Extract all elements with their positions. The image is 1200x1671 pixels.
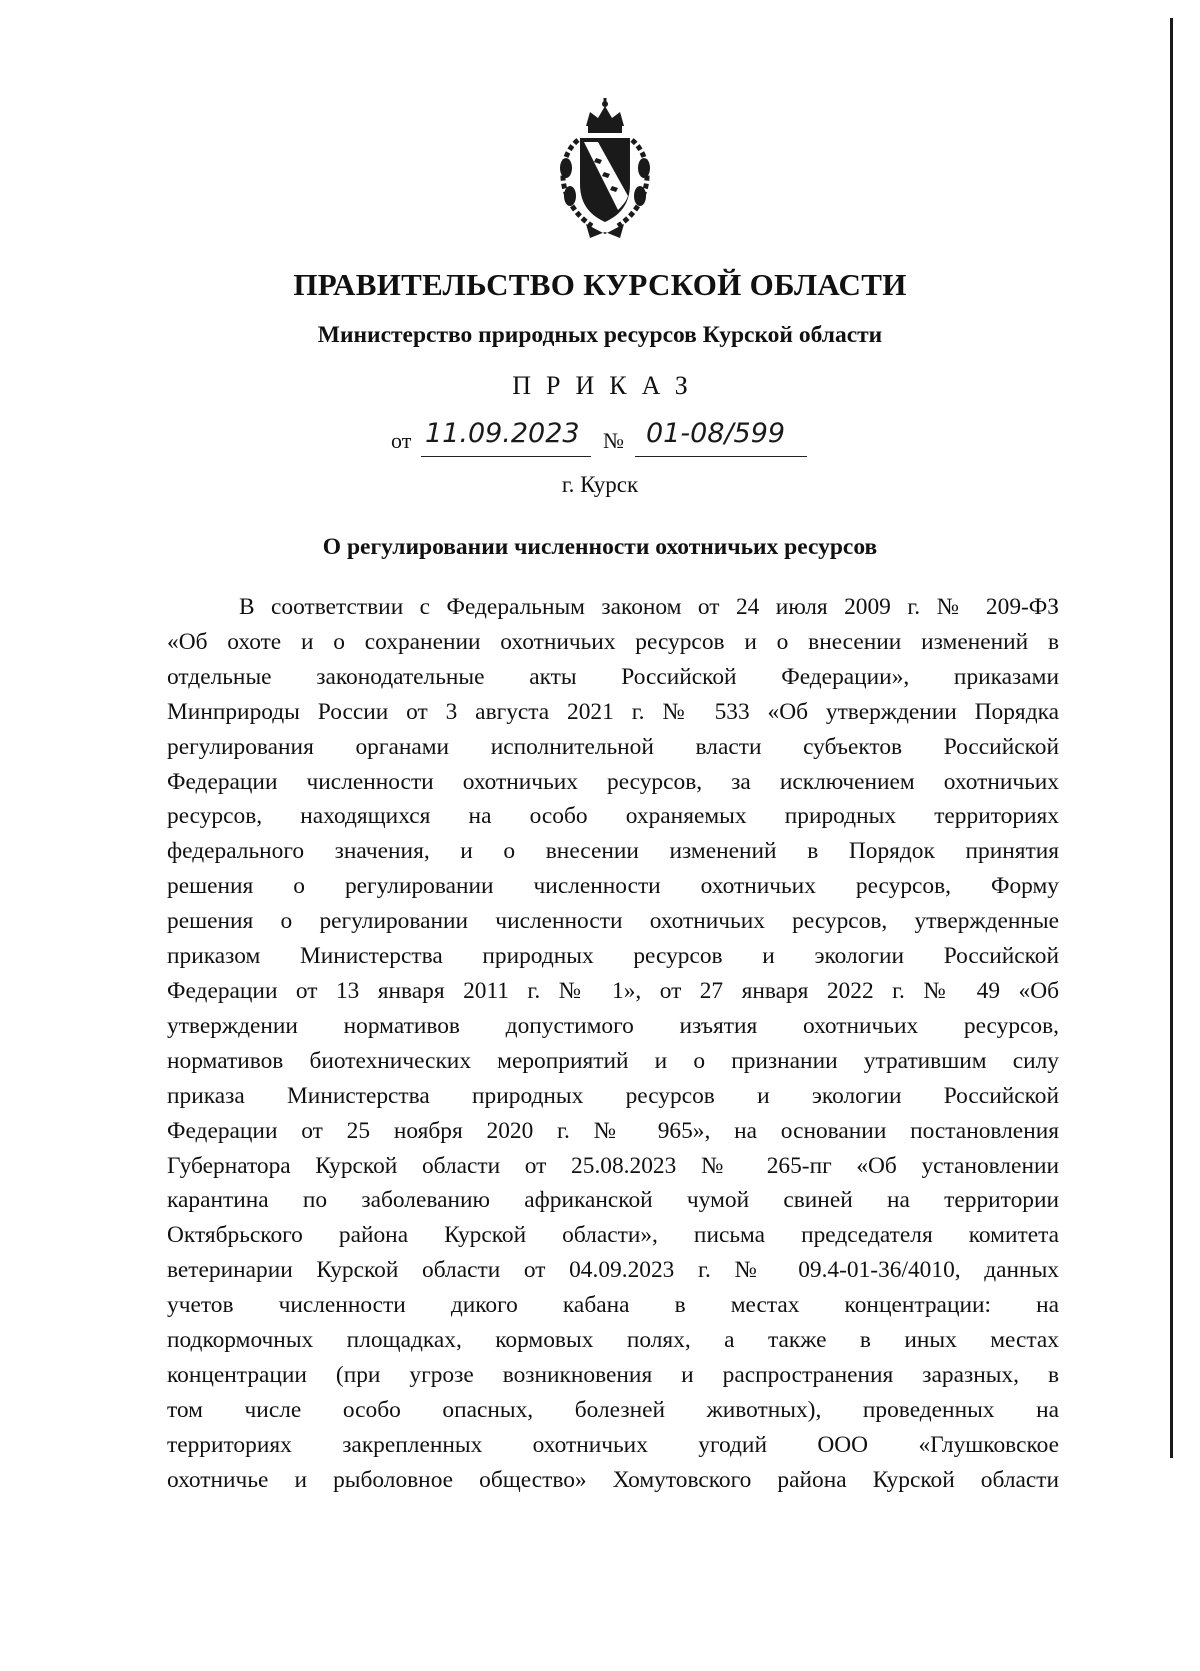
body-line: приказом Министерства природных ресурсов и экологии Российской bbox=[167, 943, 1059, 970]
body-line: Губернатора Курской области от 25.08.2023 № 265-пг «Об установлении bbox=[167, 1152, 1059, 1179]
body-line: регулирования органами исполнительной власти субъектов Российской bbox=[167, 733, 1059, 760]
body-line: решения о регулировании численности охотничьих ресурсов, утвержденные bbox=[167, 908, 1059, 935]
body-line: Минприроды России от 3 августа 2021 г. № 533 «Об утверждении Порядка bbox=[167, 698, 1059, 725]
body-line: подкормочных площадках, кормовых полях, а также в иных местах bbox=[167, 1327, 1059, 1354]
body-line: ресурсов, находящихся на особо охраняемых природных территориях bbox=[167, 803, 1059, 830]
body-line: охотничье и рыболовное общество» Хомутовского района Курской области bbox=[167, 1466, 1059, 1493]
document-type: ПРИКАЗ bbox=[512, 371, 703, 400]
order-body-text bbox=[167, 590, 1059, 1498]
handwritten-number: 01-08/599 bbox=[646, 418, 786, 449]
body-line: территориях закрепленных охотничьих угодий ООО «Глушковское bbox=[167, 1431, 1059, 1458]
body-line: концентрации (при угрозе возникновения и распространения заразных, в bbox=[167, 1361, 1059, 1388]
body-line: решения о регулировании численности охотничьих ресурсов, Форму bbox=[167, 873, 1059, 900]
order-subject: О регулировании численности охотничьих ресурсов bbox=[322, 534, 878, 560]
body-line: Федерации численности охотничьих ресурсов, за исключением охотничьих bbox=[167, 768, 1059, 795]
body-line: ветеринарии Курской области от 04.09.2023 г. № 09.4-01-36/4010, данных bbox=[167, 1257, 1059, 1284]
number-underline bbox=[635, 456, 807, 457]
body-line: карантина по заболеванию африканской чумой свиней на территории bbox=[167, 1187, 1059, 1214]
body-line: «Об охоте и о сохранении охотничьих ресурсов и о внесении изменений в bbox=[167, 628, 1059, 655]
body-line: федерального значения, и о внесении изменений в Порядок принятия bbox=[167, 838, 1059, 865]
number-prefix: № bbox=[603, 428, 624, 453]
date-prefix: от bbox=[391, 428, 412, 453]
city: г. Курск bbox=[561, 472, 639, 497]
body-line: приказа Министерства природных ресурсов и экологии Российской bbox=[167, 1082, 1059, 1109]
body-line: Федерации от 25 ноября 2020 г. № 965», на основании постановления bbox=[167, 1117, 1059, 1144]
body-line: учетов численности дикого кабана в местах концентрации: на bbox=[167, 1292, 1059, 1319]
body-line: В соответствии с Федеральным законом от 24 июля 2009 г. № 209-ФЗ bbox=[239, 594, 1059, 620]
date-underline bbox=[421, 456, 591, 457]
body-line: утверждении нормативов допустимого изъятия охотничьих ресурсов, bbox=[167, 1012, 1059, 1039]
body-line: Федерации от 13 января 2011 г. № 1», от 27 января 2022 г. № 49 «Об bbox=[167, 977, 1059, 1004]
scan-edge-line bbox=[1170, 18, 1173, 1458]
ministry-name: Министерство природных ресурсов Курской области bbox=[317, 322, 883, 348]
body-line: отдельные законодательные акты Российской Федерации», приказами bbox=[167, 663, 1059, 690]
government-title: ПРАВИТЕЛЬСТВО КУРСКОЙ ОБЛАСТИ bbox=[293, 267, 907, 302]
body-line: нормативов биотехнических мероприятий и о признании утратившим силу bbox=[167, 1047, 1059, 1074]
body-line: Октябрьского района Курской области», письма председателя комитета bbox=[167, 1222, 1059, 1249]
coat-of-arms-icon bbox=[548, 98, 662, 242]
body-line: том числе особо опасных, болезней животных), проведенных на bbox=[167, 1396, 1059, 1423]
handwritten-date: 11.09.2023 bbox=[425, 418, 580, 449]
